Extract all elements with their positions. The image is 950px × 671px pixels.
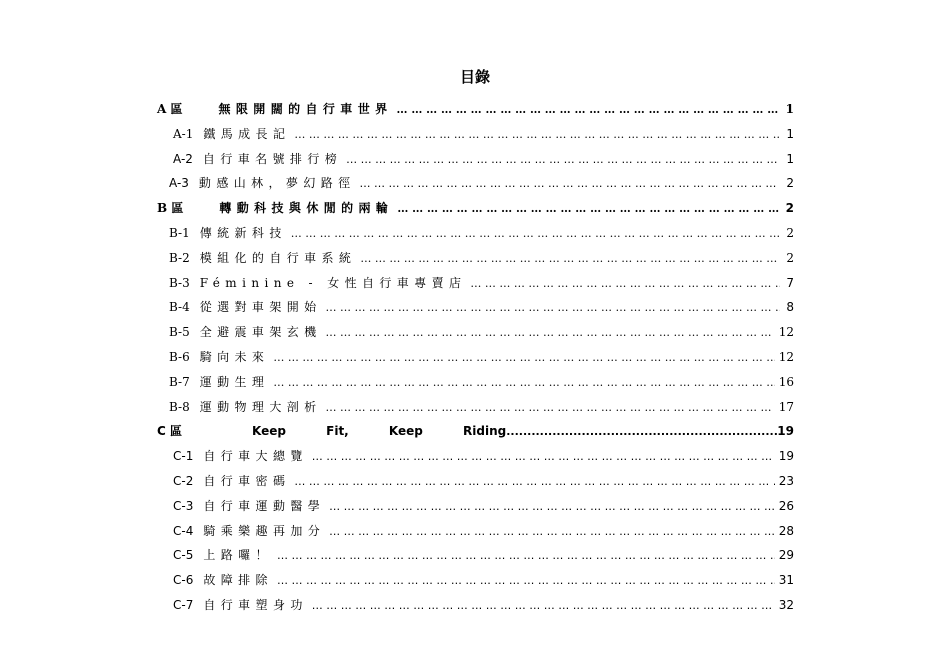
toc-entry[interactable] bbox=[157, 472, 794, 497]
toc-entry-label: Keep Fit, Keep Riding bbox=[252, 424, 507, 439]
toc-entry-page: 1 bbox=[785, 102, 794, 116]
toc-entry[interactable] bbox=[157, 373, 794, 398]
toc-entry-label: 全避震車架玄機 bbox=[199, 325, 322, 340]
toc-entry-section[interactable] bbox=[157, 100, 794, 125]
toc-entry-label: Féminine - 女性自行車專賣店 bbox=[199, 275, 467, 290]
dot-leader bbox=[329, 525, 775, 538]
dot-leader bbox=[326, 401, 775, 414]
toc-entry-label: 動感山林，夢幻路徑 bbox=[198, 176, 356, 191]
toc-entry-label: 故障排除 bbox=[203, 573, 273, 588]
toc-entry-page: 12 bbox=[778, 349, 794, 364]
toc-entry-label: 上路囉！ bbox=[203, 548, 273, 563]
toc-entry-code: B-4 bbox=[169, 300, 190, 315]
toc-entry-code: C-6 bbox=[173, 573, 194, 588]
toc-entry[interactable] bbox=[157, 249, 794, 274]
toc-entry[interactable] bbox=[157, 274, 794, 299]
toc-entry-page: 1 bbox=[786, 126, 794, 141]
toc-entry-code: B-8 bbox=[169, 399, 190, 414]
toc-entry-code: A 區 bbox=[157, 102, 183, 116]
toc-entry-label: 從選對車架開始 bbox=[199, 300, 322, 315]
toc-entry-label: 自行車密碼 bbox=[203, 473, 291, 488]
dot-leader bbox=[273, 351, 774, 364]
toc-entry[interactable] bbox=[157, 125, 794, 150]
toc-entry-code: C-7 bbox=[173, 597, 194, 612]
toc-entry[interactable] bbox=[157, 224, 794, 249]
toc-entry-code: A-3 bbox=[169, 176, 189, 191]
toc-entry[interactable] bbox=[157, 447, 794, 472]
toc-entry-section[interactable] bbox=[157, 422, 794, 447]
toc-entry-code: B-1 bbox=[169, 225, 190, 240]
toc-entry-page: 26 bbox=[778, 498, 794, 513]
toc-entry-label: 傳統新科技 bbox=[199, 225, 287, 240]
dot-leader bbox=[506, 425, 777, 438]
toc-entry[interactable] bbox=[157, 497, 794, 522]
toc-entry-page: 23 bbox=[778, 473, 794, 488]
toc-entry[interactable] bbox=[157, 522, 794, 547]
toc-entry-label: 鐵馬成長記 bbox=[203, 126, 291, 141]
toc-entry-code: C-5 bbox=[173, 548, 194, 563]
toc-entry-code: A-2 bbox=[173, 151, 193, 166]
toc-entry-code: C-2 bbox=[173, 473, 194, 488]
dot-leader bbox=[360, 177, 780, 190]
toc-entry-label: 運動物理大剖析 bbox=[199, 399, 322, 414]
toc-entry-page: 17 bbox=[778, 399, 794, 414]
toc-entry-code: C 區 bbox=[157, 424, 182, 439]
toc-entry-label: 自行車名號排行榜 bbox=[202, 151, 343, 166]
toc-entry-label: 轉動科技與休閒的兩輪 bbox=[219, 201, 394, 216]
toc-entry-label: 騎向未來 bbox=[199, 349, 270, 364]
toc-entry-code: A-1 bbox=[173, 126, 194, 141]
toc-entry-label: 運動生理 bbox=[199, 374, 270, 389]
toc-entry[interactable] bbox=[157, 546, 794, 571]
toc-entry-page: 32 bbox=[778, 597, 794, 612]
toc-entry-code: C-1 bbox=[173, 449, 194, 464]
toc-entry-label: 騎乘樂趣再加分 bbox=[203, 523, 326, 538]
dot-leader bbox=[326, 326, 775, 339]
page-title: 目錄 bbox=[459, 68, 490, 86]
dot-leader bbox=[360, 252, 780, 265]
dot-leader bbox=[277, 549, 775, 562]
dot-leader bbox=[294, 475, 774, 488]
toc-entry-code: B-6 bbox=[169, 349, 190, 364]
toc-entry-page: 7 bbox=[786, 275, 794, 290]
toc-entry-label: 自行車大總覽 bbox=[203, 449, 308, 464]
toc-entry-code: C-3 bbox=[173, 498, 194, 513]
toc-entry-code: B-3 bbox=[169, 275, 190, 290]
dot-leader bbox=[397, 103, 780, 116]
table-of-contents bbox=[157, 100, 794, 621]
toc-entry-page: 19 bbox=[778, 449, 794, 464]
toc-entry-code: C-4 bbox=[173, 523, 194, 538]
toc-entry-code: B-5 bbox=[169, 325, 190, 340]
dot-leader bbox=[294, 128, 780, 141]
dot-leader bbox=[273, 376, 774, 389]
toc-entry-code: B-2 bbox=[169, 250, 190, 265]
toc-entry[interactable] bbox=[157, 571, 794, 596]
toc-entry[interactable] bbox=[157, 298, 794, 323]
toc-entry-label: 自行車運動醫學 bbox=[203, 498, 326, 513]
dot-leader bbox=[346, 153, 780, 166]
toc-entry[interactable] bbox=[157, 323, 794, 348]
toc-entry-page: 31 bbox=[778, 573, 794, 588]
toc-entry-code: B 區 bbox=[157, 201, 184, 216]
toc-entry-page: 2 bbox=[786, 250, 794, 265]
toc-entry-page: 2 bbox=[785, 201, 794, 216]
dot-leader bbox=[397, 202, 780, 215]
dot-leader bbox=[470, 277, 780, 290]
dot-leader bbox=[277, 574, 775, 587]
toc-entry-page: 12 bbox=[778, 325, 794, 340]
dot-leader bbox=[326, 301, 780, 314]
toc-entry[interactable] bbox=[157, 174, 794, 199]
toc-entry-code: B-7 bbox=[169, 374, 190, 389]
toc-entry[interactable] bbox=[157, 398, 794, 423]
toc-entry-page: 1 bbox=[786, 151, 794, 166]
dot-leader bbox=[312, 599, 775, 612]
dot-leader bbox=[291, 227, 780, 240]
toc-entry[interactable] bbox=[157, 150, 794, 175]
toc-entry-page: 2 bbox=[786, 225, 794, 240]
toc-entry[interactable] bbox=[157, 596, 794, 621]
toc-entry-label: 自行車塑身功 bbox=[203, 597, 308, 612]
toc-entry-label: 無限開闊的自行車世界 bbox=[218, 102, 393, 116]
toc-entry-page: 8 bbox=[786, 300, 794, 315]
toc-entry-page: 16 bbox=[778, 374, 794, 389]
toc-entry-label: 模組化的自行車系統 bbox=[199, 250, 357, 265]
dot-leader bbox=[312, 450, 775, 463]
dot-leader bbox=[329, 500, 775, 513]
toc-entry-section[interactable] bbox=[157, 199, 794, 224]
toc-entry-page: 2 bbox=[786, 176, 794, 191]
toc-entry[interactable] bbox=[157, 348, 794, 373]
toc-entry-page: 28 bbox=[778, 523, 794, 538]
toc-entry-page: 29 bbox=[778, 548, 794, 563]
toc-entry-page: 19 bbox=[777, 424, 794, 439]
